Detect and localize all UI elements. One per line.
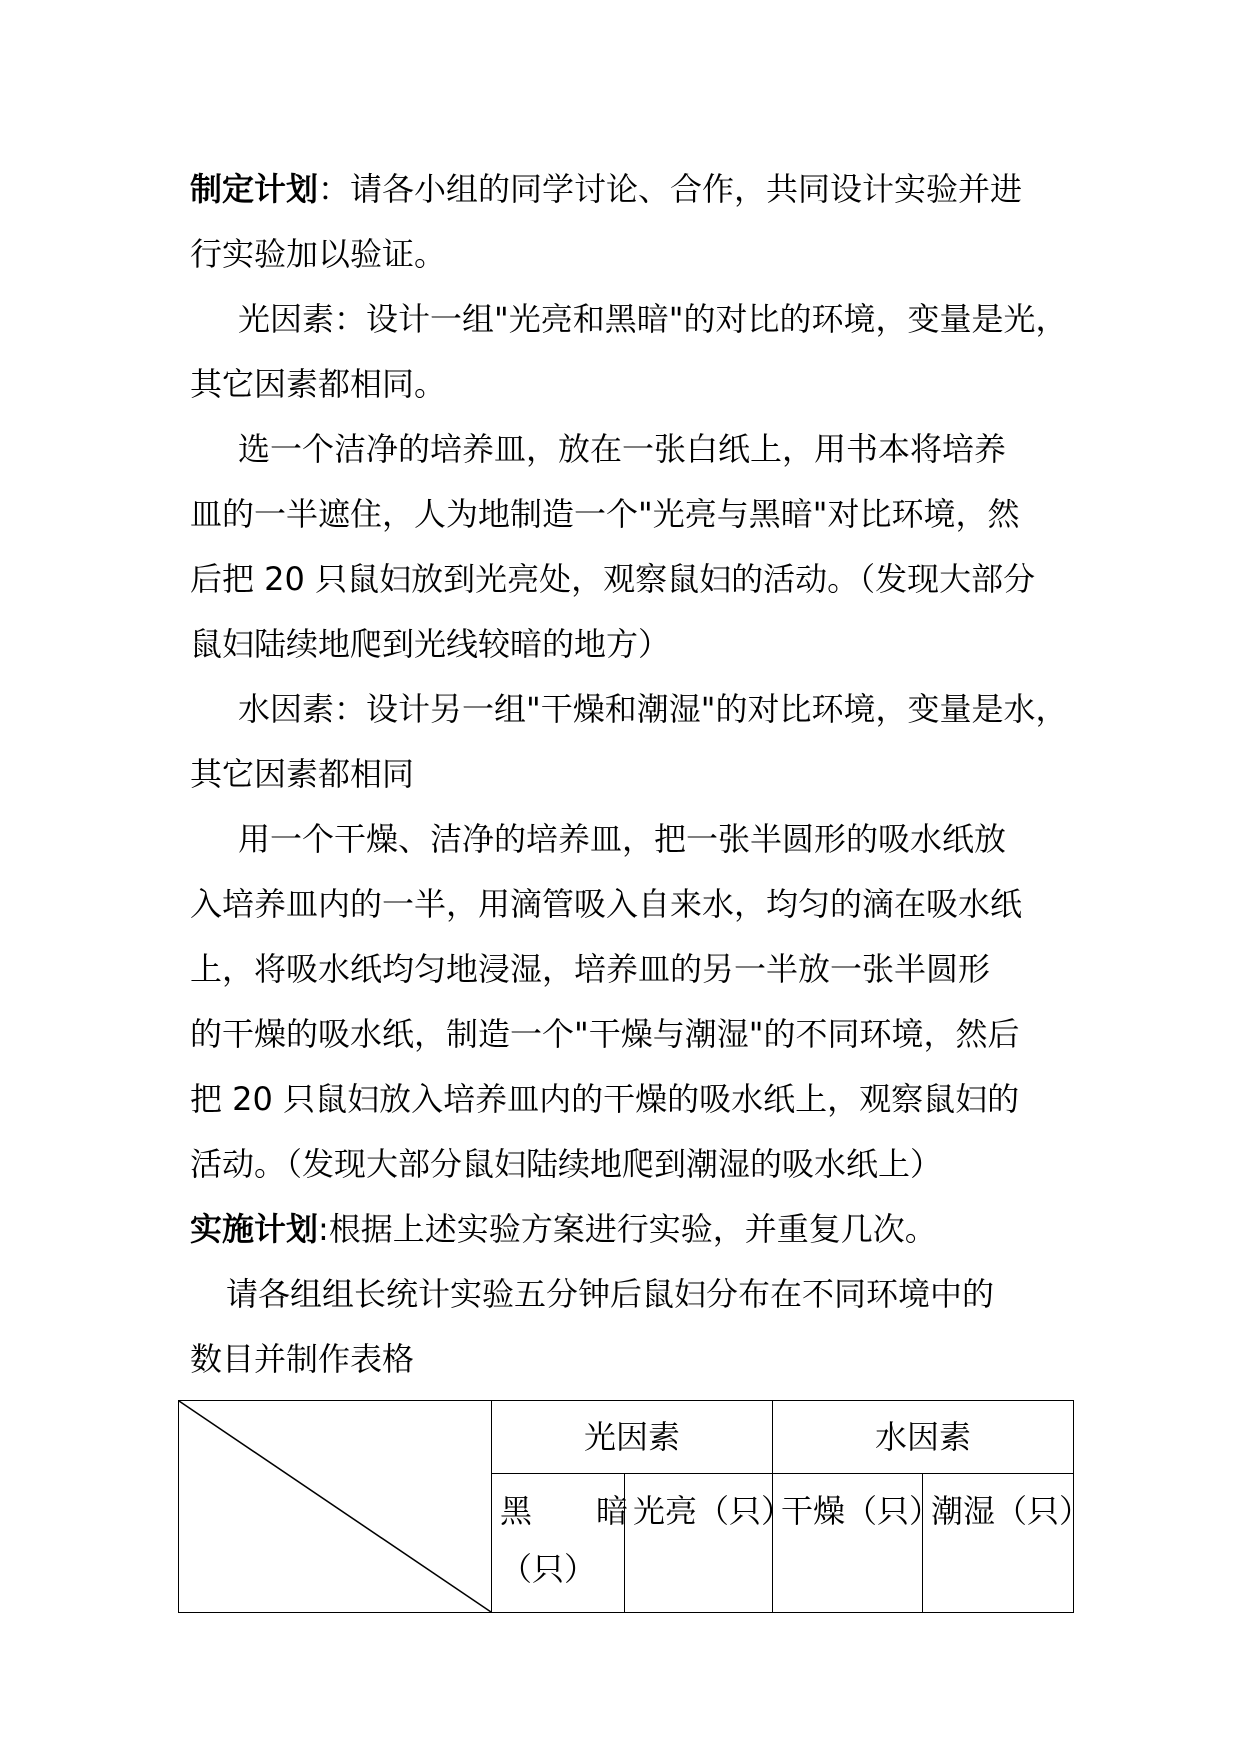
table-corner-cell — [179, 1401, 492, 1613]
group-header-light: 光因素 — [492, 1401, 773, 1474]
paragraph-line: 请各组组长统计实验五分钟后鼠妇分布在不同环境中的 — [226, 1275, 995, 1313]
column-header-wet: 潮湿（只） — [923, 1474, 1074, 1613]
paragraph-line: 的干燥的吸水纸，制造一个"干燥与潮湿"的不同环境，然后 — [190, 1015, 1020, 1053]
diagonal-line — [179, 1401, 491, 1612]
paragraph-line: 其它因素都相同。 — [190, 365, 447, 403]
column-header-dark: 黑 暗 （只） — [492, 1474, 625, 1613]
paragraph-line: 活动。（发现大部分鼠妇陆续地爬到潮湿的吸水纸上） — [190, 1145, 943, 1183]
paragraph-line: 上，将吸水纸均匀地浸湿，培养皿的另一半放一张半圆形 — [190, 950, 991, 988]
document-body — [190, 157, 1070, 1392]
results-table — [178, 1400, 1092, 1613]
paragraph-line: 其它因素都相同 — [190, 755, 415, 793]
paragraph-line: 光因素：设计一组"光亮和黑暗"的对比的环境，变量是光， — [238, 300, 1068, 338]
paragraph-line: 把 20 只鼠妇放入培养皿内的干燥的吸水纸上，观察鼠妇的 — [190, 1080, 1020, 1118]
paragraph-line: 选一个洁净的培养皿，放在一张白纸上，用书本将培养 — [238, 430, 1007, 468]
paragraph-line: 数目并制作表格 — [190, 1340, 415, 1378]
paragraph-line: 行实验加以验证。 — [190, 235, 447, 273]
section-label-implement: 实施计划 — [190, 1210, 319, 1248]
paragraph-line: 水因素：设计另一组"干燥和潮湿"的对比环境，变量是水， — [238, 690, 1068, 728]
column-header-bright: 光亮（只） — [625, 1474, 773, 1613]
section-label-plan: 制定计划 — [190, 170, 319, 208]
paragraph-line: 鼠妇陆续地爬到光线较暗的地方） — [190, 625, 671, 663]
paragraph-line: 入培养皿内的一半，用滴管吸入自来水，均匀的滴在吸水纸 — [190, 885, 1023, 923]
paragraph-line: 后把 20 只鼠妇放到光亮处，观察鼠妇的活动。（发现大部分 — [190, 560, 1036, 598]
column-header-dry: 干燥（只） — [773, 1474, 923, 1613]
paragraph-line: 皿的一半遮住，人为地制造一个"光亮与黑暗"对比环境，然 — [190, 495, 1020, 533]
paragraph-line: 制定计划：请各小组的同学讨论、合作，共同设计实验并进 — [190, 170, 1023, 208]
paragraph-line: 用一个干燥、洁净的培养皿，把一张半圆形的吸水纸放 — [238, 820, 1007, 858]
paragraph-line: 实施计划:根据上述实验方案进行实验，并重复几次。 — [190, 1210, 937, 1248]
group-header-water: 水因素 — [773, 1401, 1074, 1474]
